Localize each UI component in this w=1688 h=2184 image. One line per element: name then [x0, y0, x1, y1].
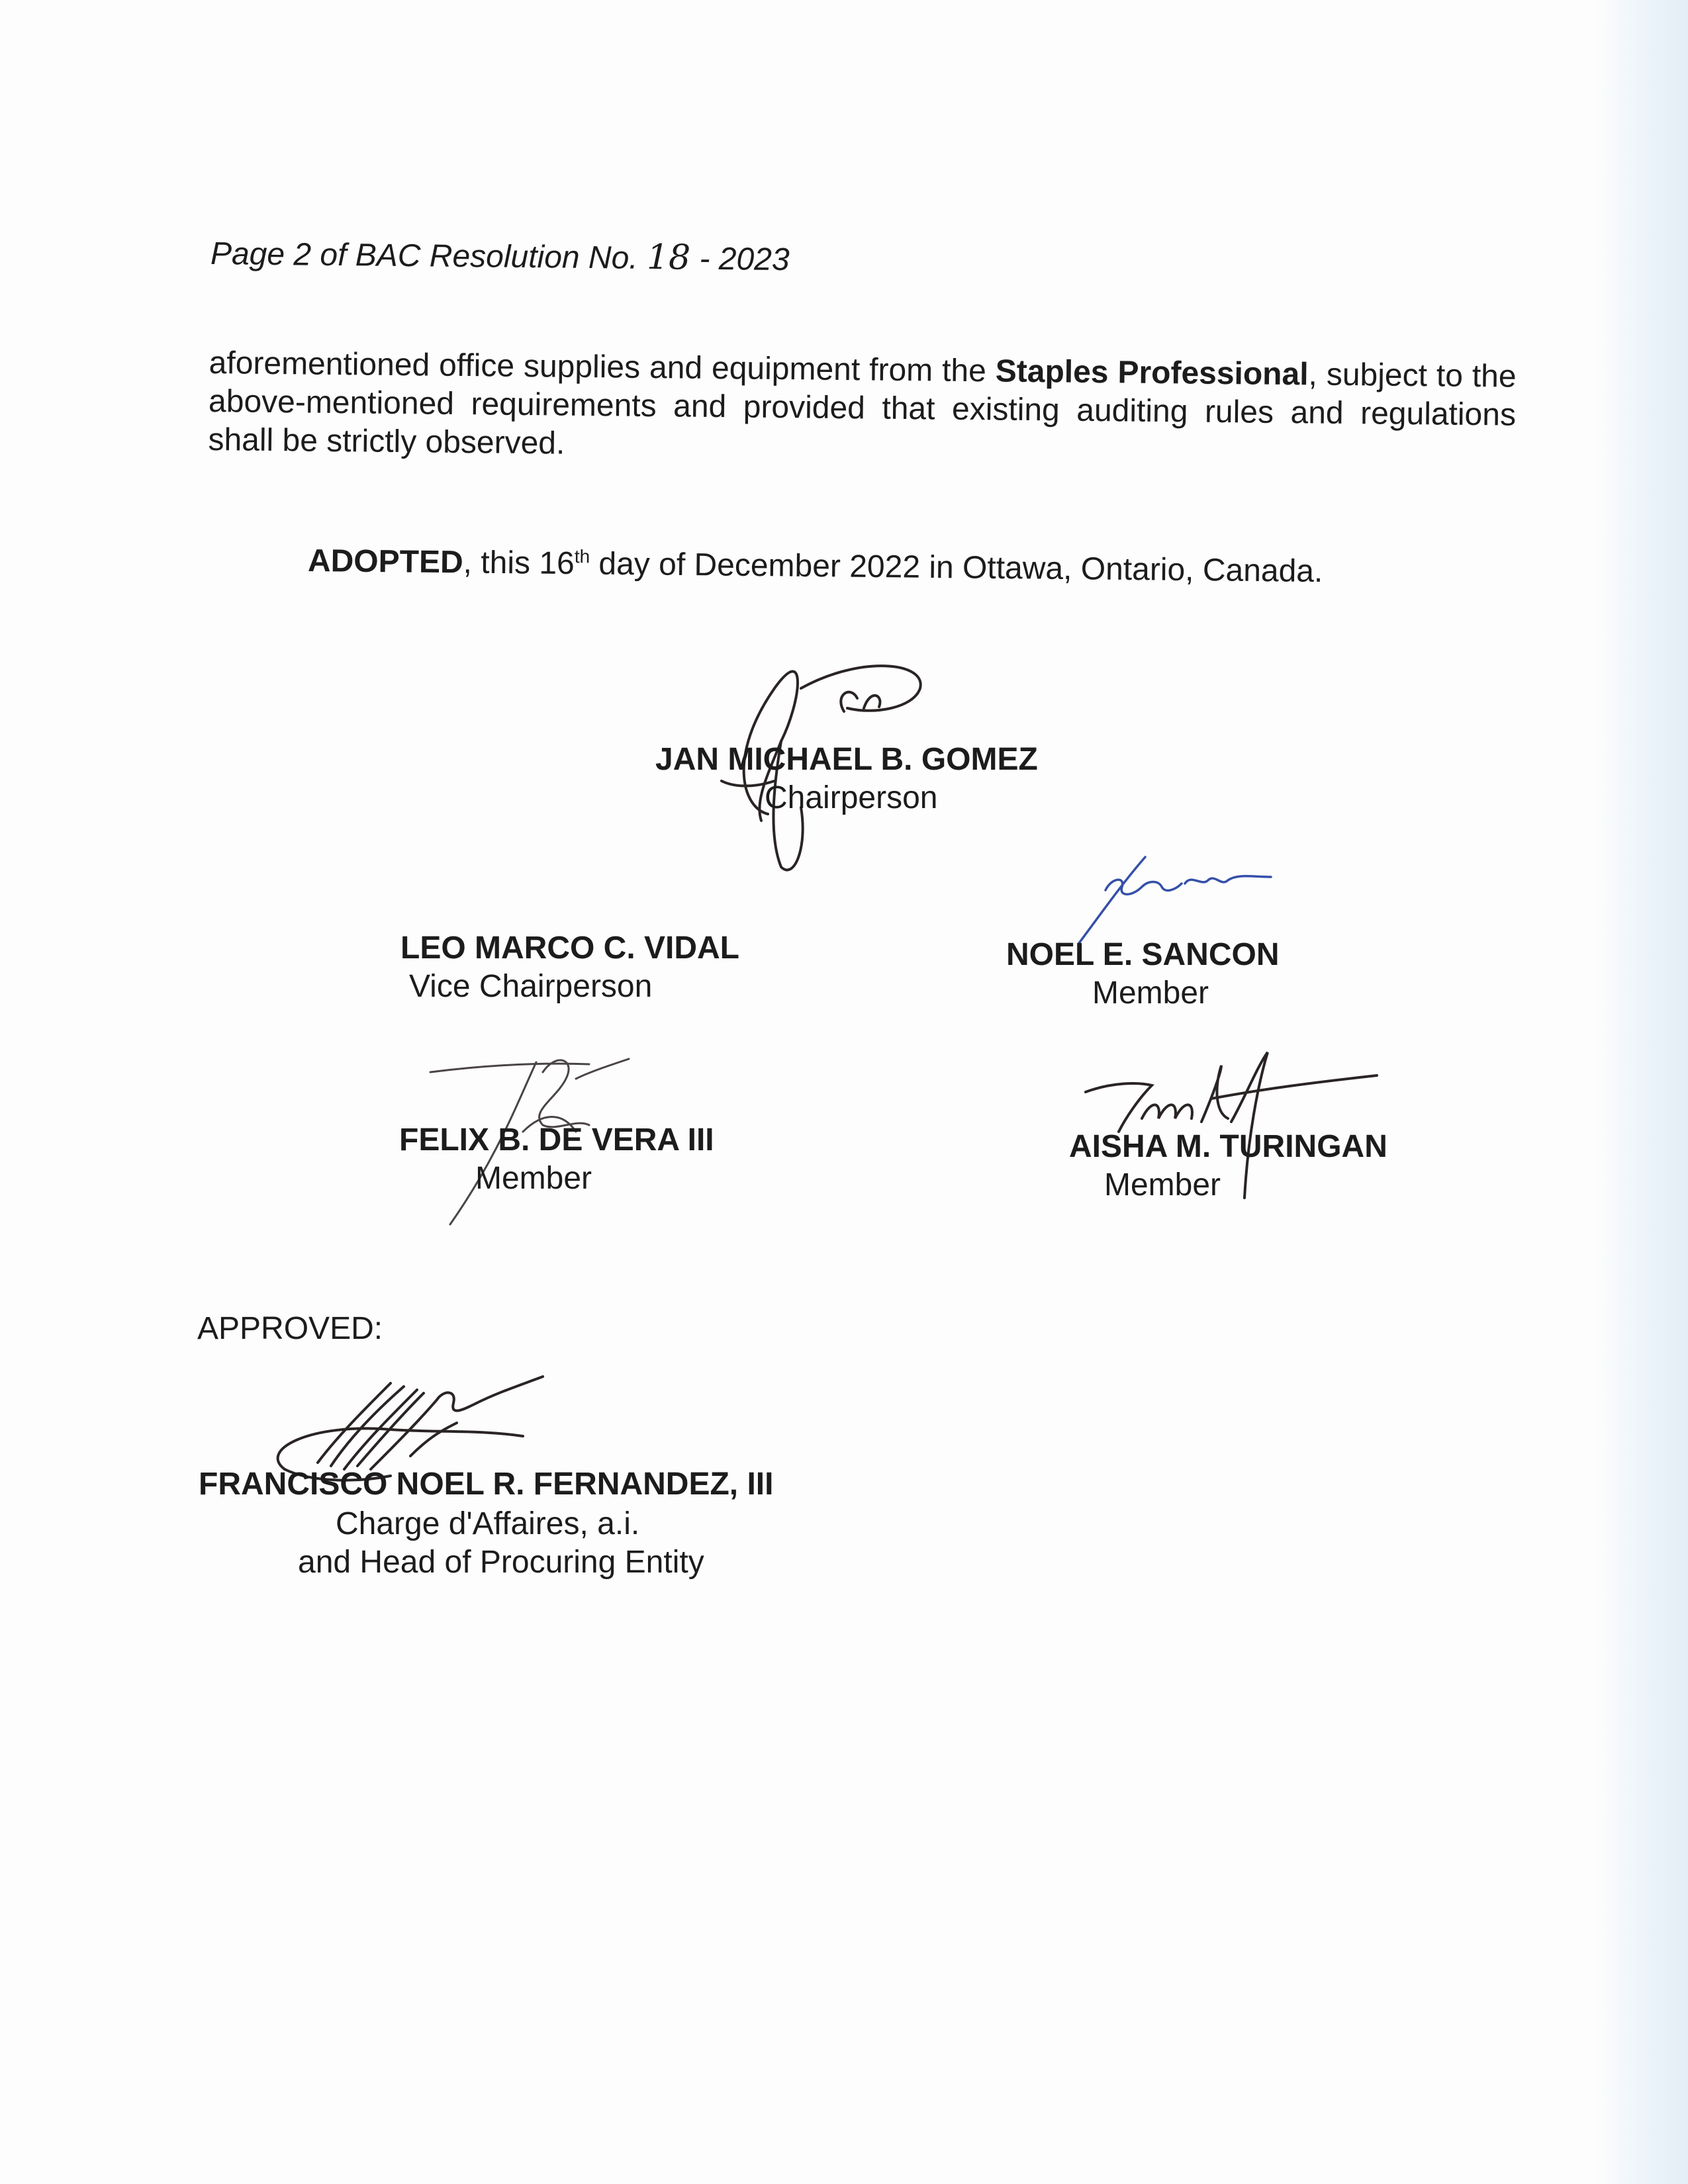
- member-devera-name: FELIX B. DE VERA III: [399, 1122, 714, 1158]
- chairperson-title: Chairperson: [765, 780, 938, 815]
- approver-title-line1: Charge d'Affaires, a.i.: [336, 1506, 640, 1541]
- adopted-keyword: ADOPTED: [307, 543, 463, 580]
- member-devera-title: Member: [475, 1161, 592, 1196]
- vice-chairperson-name: LEO MARCO C. VIDAL: [400, 931, 739, 966]
- approver-title-line2: and Head of Procuring Entity: [298, 1545, 704, 1580]
- head-of-procuring-entity-name: FRANCISCO NOEL R. FERNANDEZ, III: [199, 1467, 774, 1502]
- member-turingan-name: AISHA M. TURINGAN: [1069, 1129, 1387, 1164]
- member-sancon-title: Member: [1092, 976, 1209, 1011]
- adopted-statement: ADOPTED, this 16th day of December 2022 in Ottawa, Ontario, Canada.: [307, 543, 1323, 590]
- scan-edge-shading: [1595, 0, 1688, 2184]
- chairperson-name: JAN MICHAEL B. GOMEZ: [655, 742, 1038, 777]
- vice-chairperson-title: Vice Chairperson: [409, 969, 653, 1004]
- member-turingan-title: Member: [1104, 1167, 1221, 1203]
- member-sancon-name: NOEL E. SANCON: [1006, 937, 1280, 972]
- page-header: Page 2 of BAC Resolution No. 18 - 2023: [210, 236, 790, 278]
- approved-label: APPROVED:: [197, 1311, 383, 1346]
- handwritten-resolution-number: 18: [646, 237, 691, 278]
- resolution-body-paragraph: aforementioned office supplies and equipment from the Staples Professional, subject to the above-mentioned requirements and provided that existing auditing rules and regulations shall be strictly observed.: [208, 345, 1517, 461]
- supplier-name: Staples Professional: [995, 353, 1309, 392]
